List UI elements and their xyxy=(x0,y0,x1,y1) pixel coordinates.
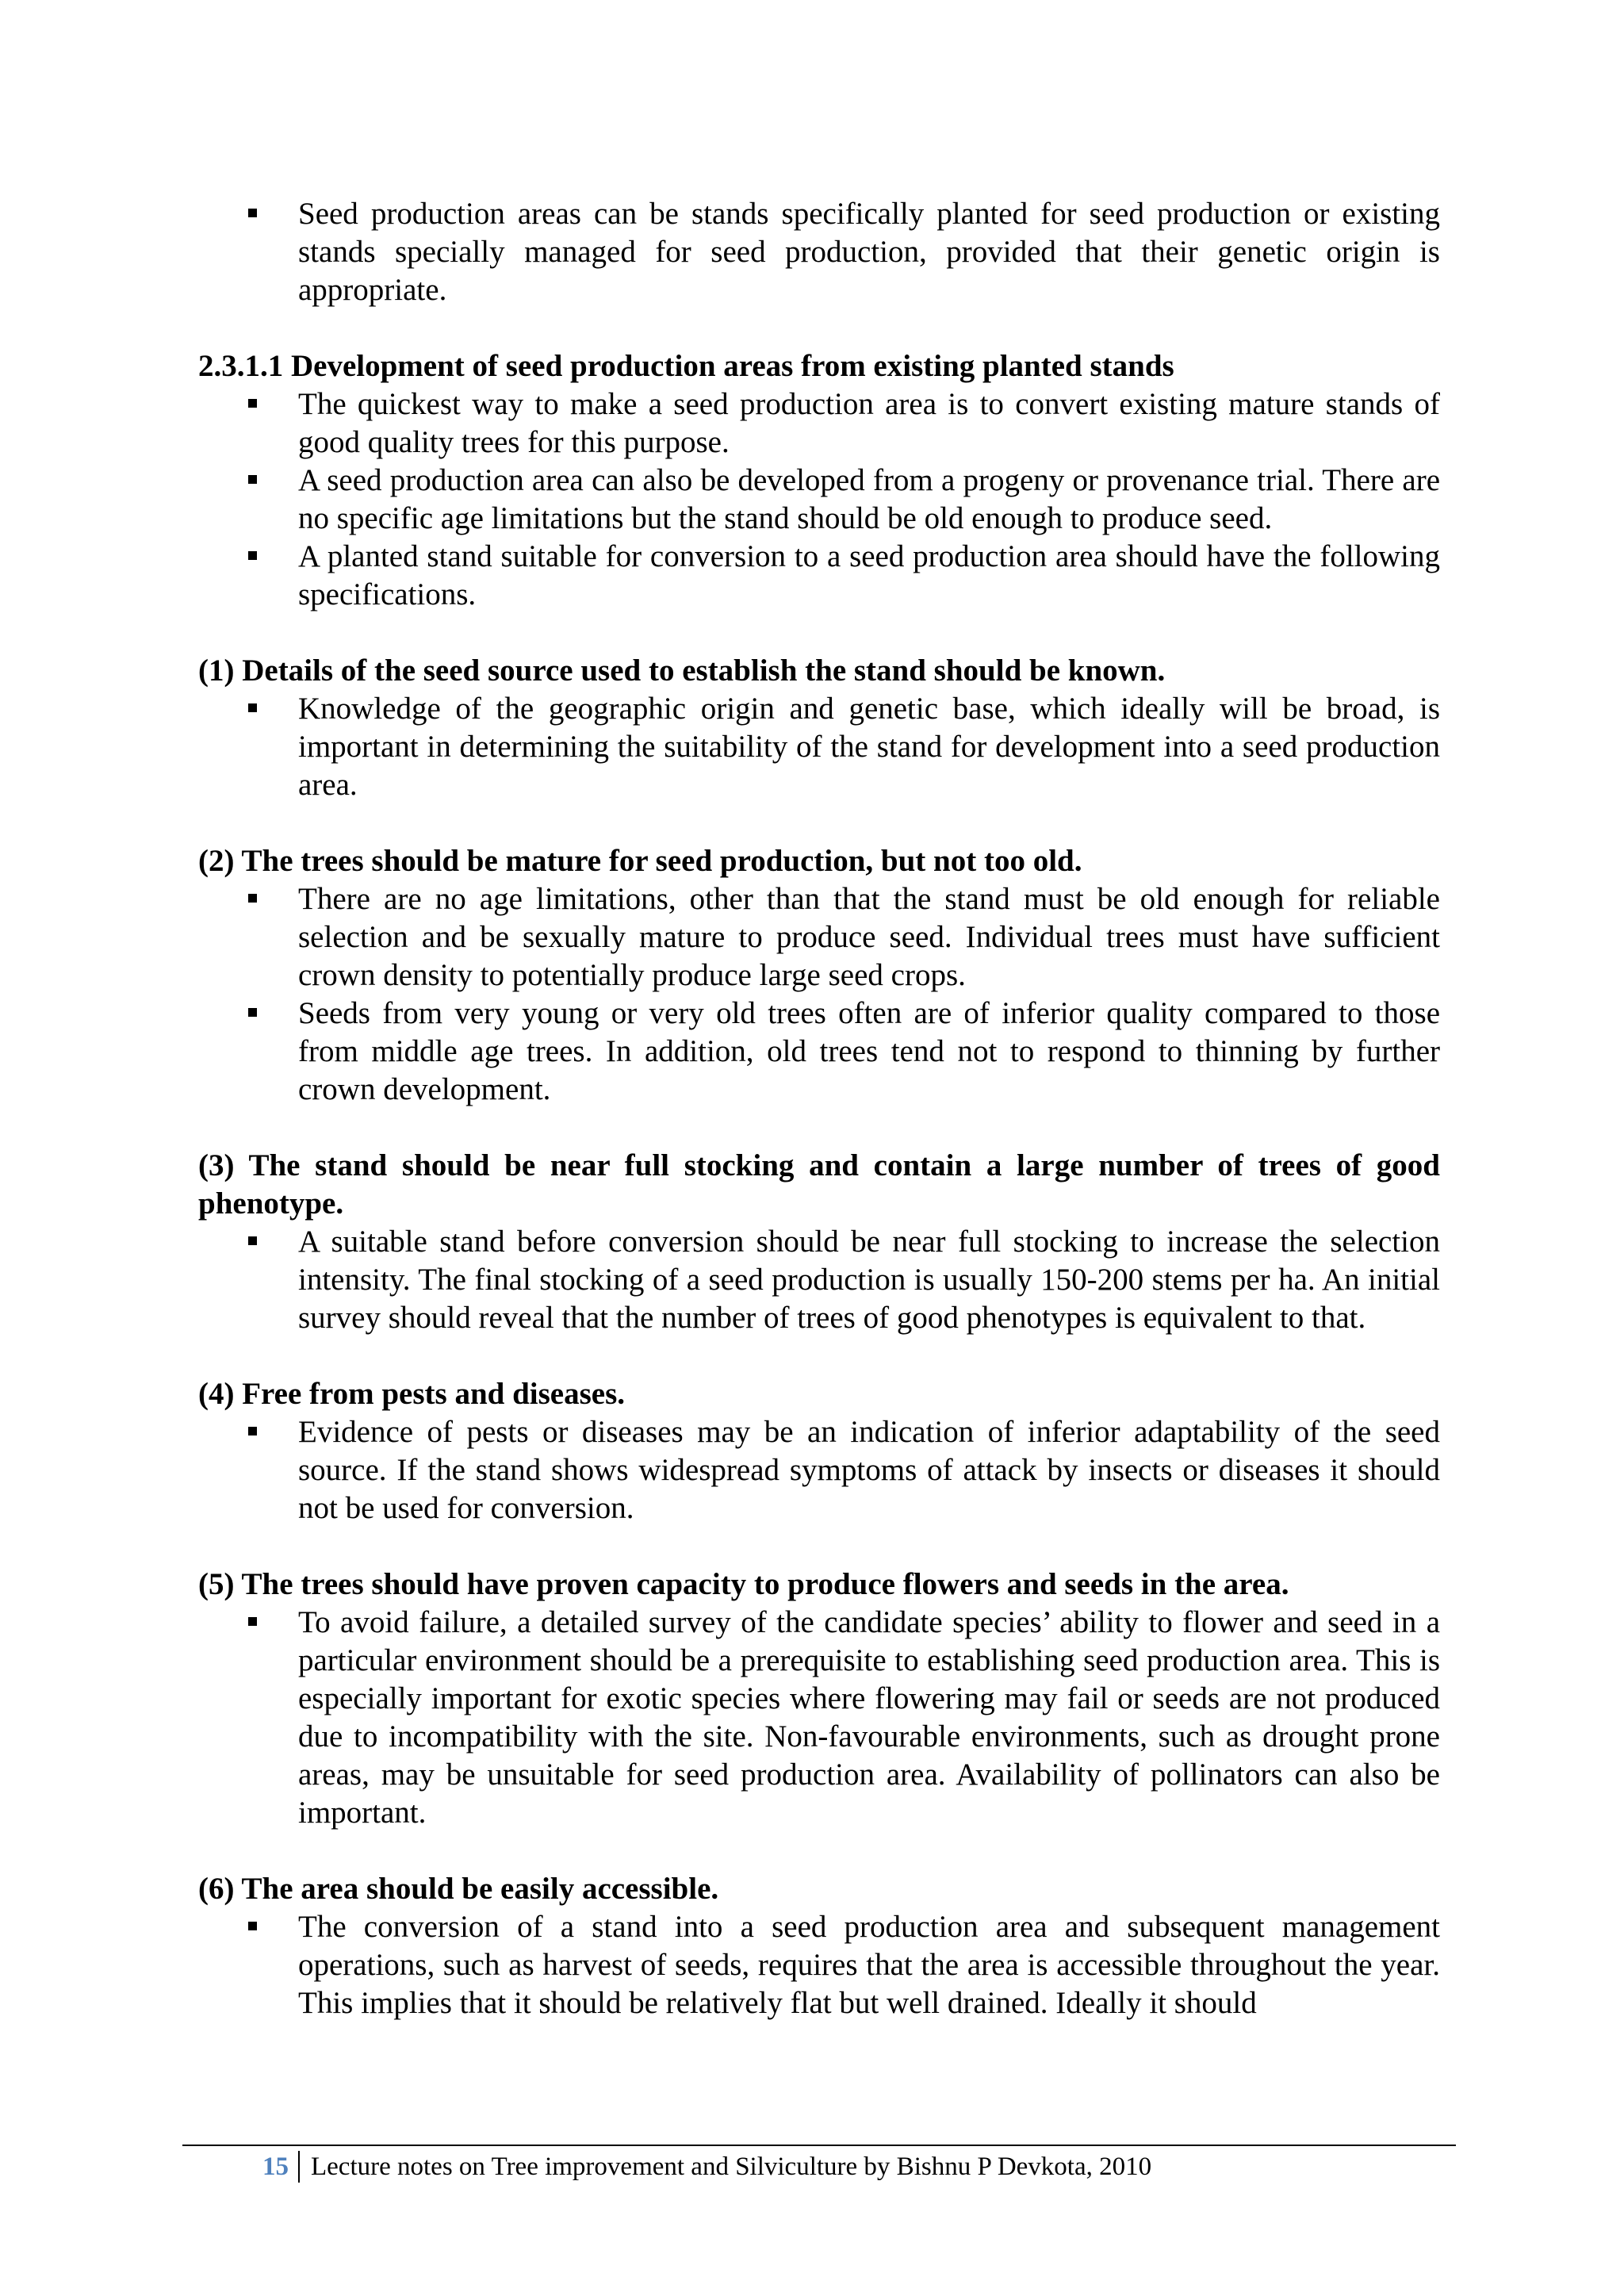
section-1 xyxy=(198,652,1440,804)
section-heading: 2.3.1.1 Development of seed production areas from existing planted stands xyxy=(198,349,1174,383)
bullet-list xyxy=(198,385,1440,614)
bullet-list xyxy=(198,690,1440,804)
page-content xyxy=(198,195,1440,2022)
bullet-item: Seeds from very young or very old trees often are of inferior quality compared to those from middle age trees. In addition, old trees tend not to respond to thinning by further crown development. xyxy=(198,995,1440,1109)
bullet-item: The conversion of a stand into a seed production area and subsequent management operations, such as harvest of seeds, requires that the area is accessible throughout the year. This implies that it should be relatively flat but well drained. Ideally it should xyxy=(198,1908,1440,2022)
square-bullet-icon xyxy=(248,703,257,712)
section-6 xyxy=(198,1870,1440,2022)
section-3 xyxy=(198,1147,1440,1337)
section-4 xyxy=(198,1375,1440,1527)
bullet-item: There are no age limitations, other than that the stand must be old enough for reliable selection and be sexually mature to produce seed. Individual trees must have sufficient crown density to potentially produce large seed crops. xyxy=(198,880,1440,995)
bullet-item: To avoid failure, a detailed survey of the candidate species’ ability to flower and seed in a particular environment should be a prerequisite to establishing seed production area. This is especially important for exotic species where flowering may fail or seeds are not produced due to incompatibility with the site. Non-favourable environments, such as drought prone areas, may be unsuitable for seed production area. Availability of pollinators can also be important. xyxy=(198,1604,1440,1832)
square-bullet-icon xyxy=(248,1236,257,1245)
bullet-item: Knowledge of the geographic origin and genetic base, which ideally will be broad, is important in determining the suitability of the stand for development into a seed production area. xyxy=(198,690,1440,804)
bullet-list xyxy=(198,880,1440,1109)
bullet-item: Seed production areas can be stands specifically planted for seed production or existing stands specially managed for seed production, provided that their genetic origin is appropriate. xyxy=(198,195,1440,309)
section-heading: (6) The area should be easily accessible. xyxy=(198,1872,719,1906)
square-bullet-icon xyxy=(248,1922,257,1930)
intro-bullet-list xyxy=(198,195,1440,309)
bullet-list xyxy=(198,1604,1440,1832)
bullet-list xyxy=(198,1908,1440,2022)
page-footer xyxy=(198,2152,1151,2181)
section-2-3-1-1 xyxy=(198,347,1440,614)
section-heading: (5) The trees should have proven capacity to produce flowers and seeds in the area. xyxy=(198,1567,1289,1601)
bullet-item: A planted stand suitable for conversion to a seed production area should have the following specifications. xyxy=(198,538,1440,614)
page-number: 15 xyxy=(262,2152,289,2181)
bullet-item: A seed production area can also be developed from a progeny or provenance trial. There are no specific age limitations but the stand should be old enough to produce seed. xyxy=(198,462,1440,538)
bullet-item: A suitable stand before conversion should be near full stocking to increase the selection intensity. The final stocking of a seed production is usually 150-200 stems per ha. An initial survey should reveal that the number of trees of good phenotypes is equivalent to that. xyxy=(198,1223,1440,1337)
square-bullet-icon xyxy=(248,475,257,484)
square-bullet-icon xyxy=(248,1617,257,1626)
bullet-list xyxy=(198,1223,1440,1337)
footer-divider xyxy=(182,2145,1456,2146)
section-heading: (3) The stand should be near full stocking and contain a large number of trees of good phenotype. xyxy=(198,1148,1440,1221)
bullet-item: The quickest way to make a seed production area is to convert existing mature stands of good quality trees for this purpose. xyxy=(198,385,1440,462)
square-bullet-icon xyxy=(248,894,257,903)
square-bullet-icon xyxy=(248,551,257,560)
square-bullet-icon xyxy=(248,399,257,408)
square-bullet-icon xyxy=(248,209,257,217)
section-heading: (4) Free from pests and diseases. xyxy=(198,1377,626,1411)
section-heading: (2) The trees should be mature for seed production, but not too old. xyxy=(198,844,1082,878)
footer-text: Lecture notes on Tree improvement and Silviculture by Bishnu P Devkota, 2010 xyxy=(311,2152,1152,2181)
section-5 xyxy=(198,1566,1440,1832)
section-heading: (1) Details of the seed source used to establish the stand should be known. xyxy=(198,654,1166,688)
bullet-item: Evidence of pests or diseases may be an indication of inferior adaptability of the seed source. If the stand shows widespread symptoms of attack by insects or diseases it should not be used for conversion. xyxy=(198,1413,1440,1527)
section-2 xyxy=(198,842,1440,1109)
square-bullet-icon xyxy=(248,1427,257,1435)
bullet-list xyxy=(198,1413,1440,1527)
footer-separator xyxy=(298,2151,300,2183)
square-bullet-icon xyxy=(248,1008,257,1017)
